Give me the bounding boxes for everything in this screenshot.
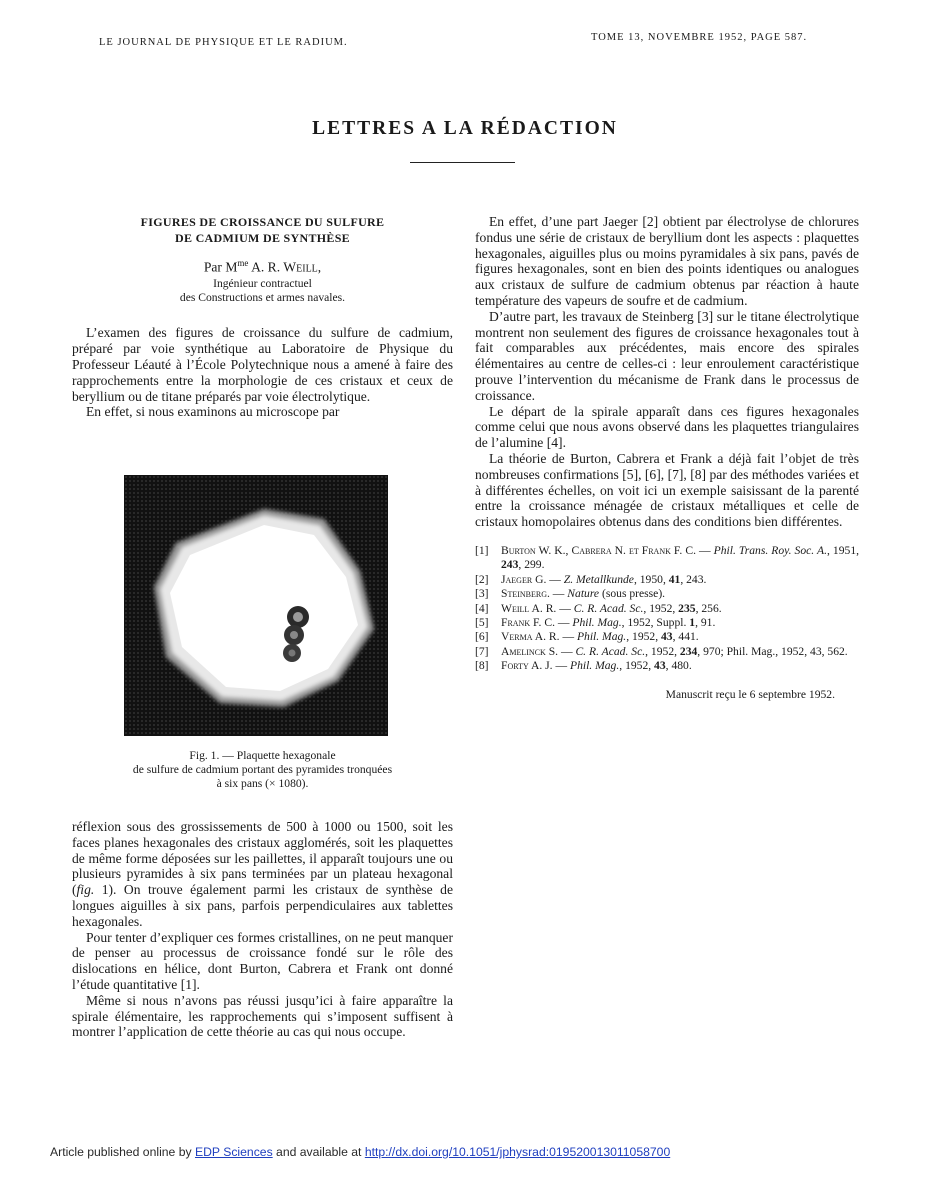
- reference-sep: —: [549, 587, 568, 601]
- reference-sep: —: [546, 572, 564, 586]
- journal-running-head: LE JOURNAL DE PHYSIQUE ET LE RADIUM.: [99, 37, 348, 48]
- reference-sep: —: [558, 644, 576, 658]
- figure-micrograph: [124, 475, 388, 736]
- paragraph: D’autre part, les travaux de Steinberg [3] sur le titane électrolytique montrent non seulement des figures de croissance hexagonales tout à fait comparables aux précédentes, mais encore des spirales élémentaires au centre de celles-ci : leur enroulement caractéristique prouve l’intervention du mécanisme de Frank dans le processus de croissance.: [475, 308, 859, 403]
- reference-pages: , 970; Phil. Mag., 1952, 43, 562.: [697, 644, 848, 658]
- reference-sep: —: [696, 543, 714, 557]
- reference-item: [475, 616, 859, 630]
- right-column: [475, 214, 859, 702]
- reference-sep: —: [552, 659, 570, 673]
- reference-sep: —: [556, 601, 574, 615]
- reference-journal: Phil. Mag.: [569, 659, 620, 673]
- footer-prefix: Article published online by: [50, 1145, 195, 1159]
- reference-number: [3]: [475, 587, 489, 601]
- figure-reference: fig.: [76, 882, 95, 898]
- reference-authors: Burton W. K., Cabrera N. et Frank F. C.: [501, 543, 696, 557]
- reference-authors: Forty A. J.: [501, 659, 553, 673]
- reference-year: , 1952,: [619, 659, 655, 673]
- doi-link[interactable]: http://dx.doi.org/10.1051/jphysrad:019520013011058700: [364, 1145, 671, 1159]
- reference-volume: 243: [501, 558, 519, 572]
- left-column-top: [72, 214, 453, 420]
- reference-year: , 1952,: [643, 601, 679, 615]
- title-divider: [410, 162, 515, 163]
- reference-volume: 43: [654, 659, 666, 673]
- reference-authors: Verma A. R.: [501, 630, 560, 644]
- reference-item: [475, 645, 859, 659]
- manuscript-received: Manuscrit reçu le 6 septembre 1952.: [665, 687, 835, 701]
- author-line: [72, 256, 453, 275]
- reference-pages: , 243.: [680, 572, 707, 586]
- reference-journal: Phil. Mag.: [576, 630, 627, 644]
- reference-sep: —: [554, 615, 573, 629]
- paragraph: Pour tenter d’expliquer ces formes cristallines, on ne peut manquer de penser au processus de croissance fondé sur le rôle des dislocations en hélice, dont Burton, Cabrera et Frank ont donné l’étude quantitative [1].: [72, 929, 453, 992]
- reference-item: [475, 659, 859, 673]
- reference-volume: 43: [661, 630, 673, 644]
- reference-year: , 1952, Suppl.: [621, 615, 690, 629]
- affiliation: [72, 277, 453, 305]
- reference-volume: 41: [668, 572, 681, 586]
- paragraph: L’examen des figures de croissance du sulfure de cadmium, préparé par voie synthétique au Laboratoire de Physique du Professeur Léauté à l’École Polytechnique nous a amené à faire des rapprochements entre la morphologie de ces cristaux et ceux de beryllium ou de titane préparés par voie électrolytique.: [72, 325, 453, 404]
- reference-authors: Steinberg.: [501, 587, 550, 601]
- author-name: A. R. Weill,: [248, 259, 322, 275]
- footer-middle: and available at: [272, 1145, 365, 1159]
- reference-authors: Weill A. R.: [501, 601, 557, 615]
- caption-line2: de sulfure de cadmium portant des pyramides tronquées: [132, 763, 393, 776]
- author-prefix: Par M: [203, 259, 238, 275]
- reference-authors: Jaeger G.: [501, 572, 547, 586]
- article-title-line2: DE CADMIUM DE SYNTHÈSE: [175, 231, 350, 245]
- paragraph-text: réflexion sous des grossissements de 500 à 1000 ou 1500, soit les faces planes hexagonales des cristaux agglomérés, soit les plaquettes de même forme déposées sur les paillettes, il apparaît toujours une ou plusieurs pyramides à six pans terminées par un plateau hexagonal (: [72, 819, 453, 898]
- reference-year: (sous presse).: [599, 587, 666, 601]
- left-column-bottom: [72, 819, 453, 1040]
- reference-year: , 1952,: [645, 644, 680, 658]
- caption-line3: à six pans (× 1080).: [216, 777, 309, 790]
- reference-number: [7]: [475, 644, 489, 658]
- reference-number: [1]: [475, 543, 489, 557]
- reference-item: [475, 544, 859, 573]
- reference-number: [2]: [475, 572, 489, 586]
- reference-journal: C. R. Acad. Sc.: [573, 601, 644, 615]
- micrograph-image: [124, 475, 388, 736]
- references-list: [475, 544, 859, 674]
- reference-journal: Nature: [567, 587, 600, 601]
- reference-journal: Z. Metallkunde: [563, 572, 634, 586]
- paragraph: Le départ de la spirale apparaît dans ces figures hexagonales comme celui que nous avons observé dans les plaquettes triangulaires de l’alumine [4].: [475, 403, 859, 451]
- reference-year: , 1950,: [633, 572, 669, 586]
- caption-line1: Fig. 1. — Plaquette hexagonale: [189, 749, 336, 762]
- reference-number: [4]: [475, 601, 489, 615]
- publication-footer: [50, 1145, 670, 1159]
- reference-journal: Phil. Trans. Roy. Soc. A.: [713, 543, 827, 557]
- affiliation-line2: des Constructions et armes navales.: [179, 291, 346, 305]
- paragraph-text: 1). On trouve également parmi les cristaux de synthèse de longues aiguilles à six pans, parfois perpendiculaires aux tablettes hexagonales.: [72, 882, 453, 929]
- reference-item: [475, 602, 859, 616]
- paragraph: Même si nous n’avons pas réussi jusqu’ici à faire apparaître la spirale élémentaire, les rapprochements qui s’imposent suffisent à montrer l’application de cette théorie au cas qui nous occupe.: [72, 992, 453, 1040]
- reference-number: [8]: [475, 659, 489, 673]
- paragraph: En effet, d’une part Jaeger [2] obtient par électrolyse de chlorures fondus une série de cristaux de beryllium dont les aspects : plaquettes hexagonales, aiguilles plus ou moins pyramidales à six pans, pavés de figures hexagonales, sont en bien des points identiques ou analogues aux cristaux de sulfure de cadmium obtenus par réaction à haute température des vapeurs de soufre et de cadmium.: [475, 214, 859, 308]
- reference-number: [6]: [475, 630, 489, 644]
- reference-authors: Amelinck S.: [501, 644, 559, 658]
- reference-year: , 1952,: [626, 630, 661, 644]
- reference-journal: Phil. Mag.: [572, 615, 622, 629]
- reference-year: , 1951,: [827, 543, 860, 557]
- reference-item: [475, 587, 859, 601]
- reference-pages: , 480.: [665, 659, 692, 673]
- reference-pages: , 91.: [695, 615, 716, 629]
- figure-caption: [72, 749, 453, 791]
- reference-item: [475, 630, 859, 644]
- reference-number: [5]: [475, 615, 489, 629]
- paragraph: En effet, si nous examinons au microscope par: [86, 404, 340, 420]
- article-title-line1: FIGURES DE CROISSANCE DU SULFURE: [140, 215, 385, 229]
- affiliation-line1: Ingénieur contractuel: [213, 277, 312, 291]
- reference-volume: 235: [678, 601, 696, 615]
- section-title: LETTRES A LA RÉDACTION: [312, 118, 618, 139]
- reference-item: [475, 573, 859, 587]
- reference-journal: C. R. Acad. Sc.: [575, 644, 646, 658]
- article-title: [72, 214, 453, 246]
- reference-pages: , 299.: [518, 558, 545, 572]
- paragraph: La théorie de Burton, Cabrera et Frank a déjà fait l’objet de très nombreuses confirmations [5], [6], [7], [8] par des méthodes variées et à différentes échelles, on voit ici un exemple saisissant de la parenté entre la croissance ménagée de cristaux métalliques et celle de cristaux homopolaires obtenus dans des conditions bien différentes.: [475, 450, 859, 530]
- reference-pages: , 256.: [695, 601, 722, 615]
- tome-info: TOME 13, NOVEMBRE 1952, PAGE 587.: [591, 32, 808, 43]
- author-title-sup: me: [237, 258, 249, 268]
- publisher-link[interactable]: EDP Sciences: [194, 1145, 273, 1159]
- reference-volume: 234: [679, 644, 698, 658]
- paragraph: [72, 819, 453, 930]
- left-intro-text: [72, 325, 453, 420]
- reference-volume: 1: [689, 615, 696, 629]
- reference-pages: , 441.: [672, 630, 699, 644]
- reference-sep: —: [559, 630, 577, 644]
- reference-authors: Frank F. C.: [501, 615, 555, 629]
